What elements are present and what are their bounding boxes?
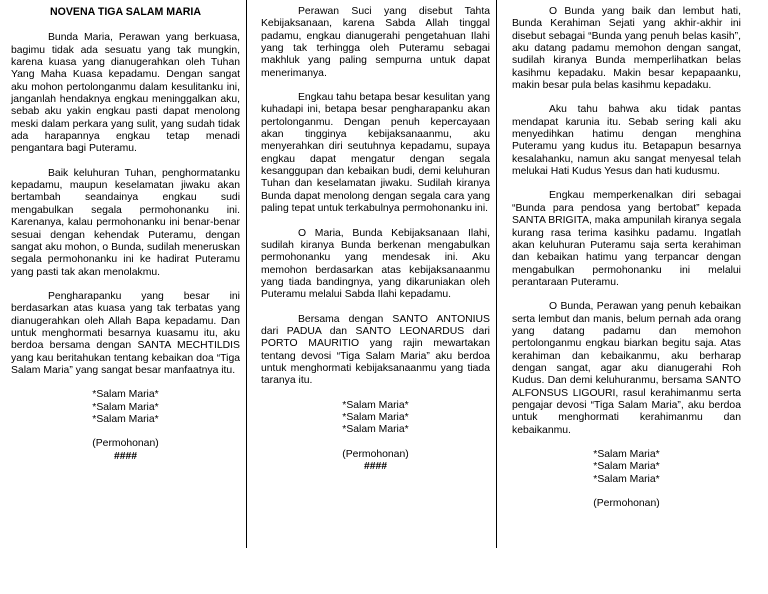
col1-paragraph-2: Baik keluhuran Tuhan, penghormatanku kepadamu, maupun keselamatan jiwaku akan bertambah seandainya engkau sudi mengabulkan segala permohonanku ini. Karenanya, kalau permohonanku ini benar-benar sesuai dengan kehendak Puteramu, dengan sangat aku mohon, o Bunda, sudilah meneruskan segala permohonanku ini ke hadirat Puteramu yang pasti tak akan menolakmu.: [11, 167, 240, 278]
refrain-line: *Salam Maria*: [593, 449, 660, 460]
col2-paragraph-3: O Maria, Bunda Kebijaksanaan Ilahi, sudilah kiranya Bunda berkenan mengabulkan permohonanku yang mendesak ini. Aku memohon berdasarkan atas kebijaksanaanmu yang tiada bandingnya, yang dikaruniakan oleh Puteramu melalui Sabda Ilahi kepadamu.: [261, 227, 490, 301]
col3-paragraph-3: Engkau memperkenalkan diri sebagai “Bunda para pendosa yang bertobat” kepada SANTA BRIGITA, maka ampunilah kiranya segala kurang rasa terima kasihku padamu. Ingatlah akan keluhuran Puteramu saja serta kerahiman dan kebaikan hatimu yang terpancar dengan mengabulkan permohonanku ini melalui perantaraan Puteramu.: [512, 190, 741, 288]
col1-refrain: [11, 389, 240, 426]
col3-permohonan: (Permohonan): [593, 498, 660, 510]
col1-separator: ####: [113, 450, 138, 462]
col2-separator: ####: [363, 461, 388, 472]
column-1: [11, 6, 240, 463]
col3-paragraph-2: Aku tahu bahwa aku tidak pantas mendapat karunia itu. Sebab sering kali aku menyedihkan hatimu dengan menghina Puteramu yang kudus itu. Betapapun besarnya kesalahanku, namun aku sangat menyesal telah melukai Hati Kudus Yesus dan hati kudusmu.: [512, 104, 741, 178]
refrain-line: *Salam Maria*: [593, 473, 660, 485]
refrain-line: *Salam Maria*: [342, 399, 409, 411]
col2-refrain: [261, 400, 490, 437]
col3-paragraph-1: O Bunda yang baik dan lembut hati, Bunda Kerahiman Sejati yang akhir-akhir ini disebut sebagai “Bunda yang penuh belas kasih”, aku datang padamu memohon dengan sangat, sudilah kiranya Bunda memperlihatkan belas kasihmu kepadaku. Makin besar kepapaanku, makin besar pula belas kasihmu kepadaku.: [512, 6, 741, 92]
column-3: [512, 6, 741, 510]
column-divider-2: [496, 0, 497, 548]
column-2: [261, 6, 490, 473]
refrain-line: *Salam Maria*: [92, 401, 159, 413]
refrain-line: *Salam Maria*: [92, 389, 159, 401]
col1-paragraph-3: Pengharapanku yang besar ini berdasarkan atas kuasa yang tak terbatas yang dianugerahkan oleh Allah Bapa kepadamu. Dan untuk menghormati besarnya kuasamu itu, aku berdoa bersama dengan SANTA MECHTILDIS yang kau beritahukan tentang kebaikan doa “Tiga Salam Maria” yang sangat besar manfaatnya itu.: [11, 290, 240, 376]
document-title: NOVENA TIGA SALAM MARIA: [49, 6, 202, 18]
col1-permohonan: (Permohonan): [92, 438, 159, 450]
col3-paragraph-4: O Bunda, Perawan yang penuh kebaikan serta lembut dan manis, belum pernah ada orang yang datang padamu dan memohon pertolonganmu engkau biarkan begitu saja. Atas kerahiman dan kebaikanmu, aku berharap dengan sangat, agar aku dianugerahi Roh Kudus. Dan demi keluhuranmu, bersama SANTO ALFONSUS LIGOURI, rasul kerahimanmu serta pengajar devosi “Tiga Salam Maria”, aku berdoa untuk menghormati kerahimanmu dan kebaikanmu.: [512, 301, 741, 436]
refrain-line: *Salam Maria*: [342, 411, 409, 423]
col1-paragraph-1: Bunda Maria, Perawan yang berkuasa, bagimu tidak ada sesuatu yang tak mungkin, karena kuasa yang dianugerahkan oleh Tuhan Yang Maha Kuasa kepadamu. Dengan sangat aku mohon pertolonganmu dalam kesulitanku ini, janganlah hendaknya engkau meninggalkan aku, sebab aku yakin engkau pasti dapat menolong meski dalam perkara yang sulit, yang sudah tidak ada harapannya engkau tetap menadi pengantara bagi Puteramu.: [11, 32, 240, 155]
refrain-line: *Salam Maria*: [342, 424, 409, 436]
refrain-line: *Salam Maria*: [593, 461, 660, 473]
col2-paragraph-4: Bersama dengan SANTO ANTONIUS dari PADUA dan SANTO LEONARDUS dari PORTO MAURITIO yang rajin mewartakan tentang devosi “Tiga Salam Maria” aku berdoa untuk menghormati kebijaksanaanmu yang tiada taranya itu.: [261, 313, 490, 387]
col2-paragraph-1: Perawan Suci yang disebut Tahta Kebijaksanaan, karena Sabda Allah tinggal padamu, engkau dianugerahi pengetahuan Ilahi yang tak terhingga oleh Puteramu sebagai makhluk yang paling sempurna untuk dapat menerimanya.: [261, 6, 490, 79]
col3-refrain: [512, 449, 741, 486]
column-divider-1: [246, 0, 247, 548]
col2-paragraph-2: Engkau tahu betapa besar kesulitan yang kuhadapi ini, betapa besar pengharapanku akan pertolonganmu. Dengan penuh kepercayaan akan tingginya kebijaksanaanmu, aku menyerahkan diri seutuhnya kepadamu, supaya engkau dapat mengatur dengan segala kesanggupan dan kebaikan budi, demi keluhuran Tuhan dan keselamatan jiwaku. Sudilah kiranya Bunda dapat menolong dengan segala cara yang paling tepat untuk terkabulnya permohonanku ini.: [261, 92, 490, 215]
refrain-line: *Salam Maria*: [92, 413, 159, 425]
col2-permohonan: (Permohonan): [342, 448, 409, 460]
